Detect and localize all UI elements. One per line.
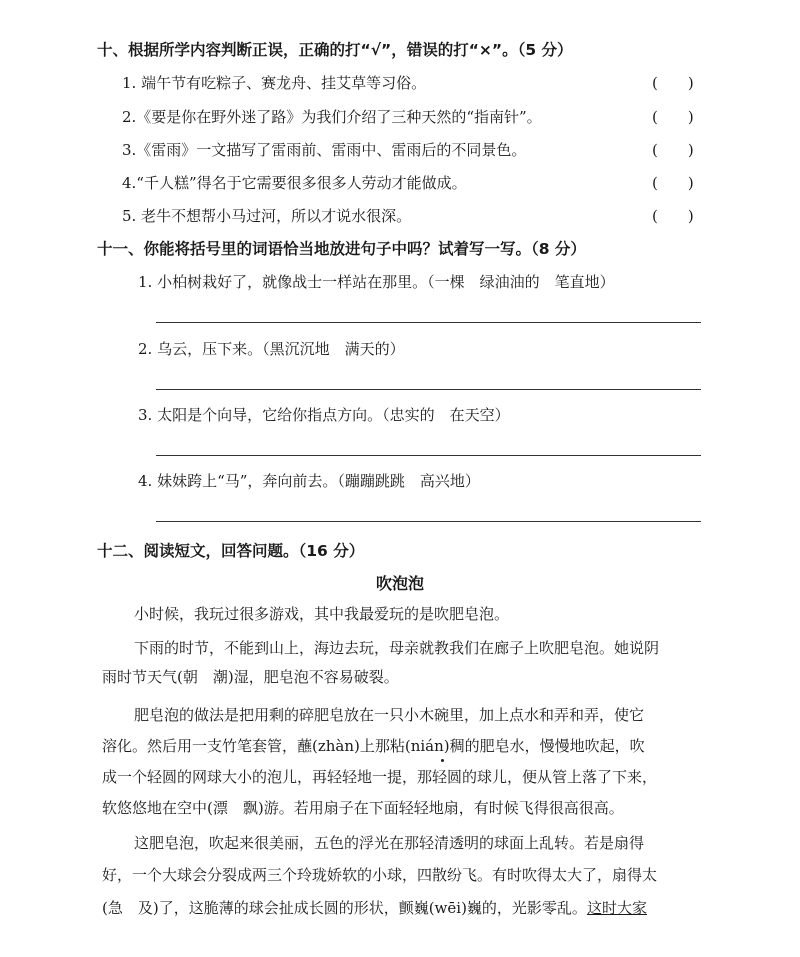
judge-answer-2[interactable]: ( ) — [652, 108, 694, 126]
judge-item-5: 5. 老牛不想帮小马过河，所以才说水很深。 — [122, 207, 412, 225]
passage-line-3: 雨时节天气(朝 潮)湿，肥皂泡不容易破裂。 — [102, 668, 399, 686]
passage-line-10 — [102, 897, 647, 918]
answer-line-4[interactable] — [156, 521, 701, 522]
answer-line-2[interactable] — [156, 389, 701, 390]
judge-item-2: 2.《要是你在野外迷了路》为我们介绍了三种天然的“指南针”。 — [122, 108, 542, 126]
passage-line-6: 成一个轻圆的网球大小的泡儿，再轻轻地一提，那轻圆的球儿，便从管上落了下来， — [102, 768, 658, 786]
emphasis-dot — [441, 759, 444, 762]
passage-line-10-text: (急 及)了，这脆薄的球会扯成长圆的形状，颤巍(wēi)巍的，光影零乱。 — [102, 899, 587, 917]
judge-item-1: 1. 端午节有吃粽子、赛龙舟、挂艾草等习俗。 — [122, 74, 427, 92]
passage-line-5: 溶化。然后用一支竹笔套管，蘸(zhàn)上那粘(nián)稠的肥皂水，慢慢地吹起，吹 — [102, 737, 645, 755]
passage-title: 吹泡泡 — [375, 574, 424, 593]
judge-item-3: 3.《雷雨》一文描写了雷雨前、雷雨中、雷雨后的不同景色。 — [122, 141, 527, 159]
section-10-heading: 十、根据所学内容判断正误，正确的打“√”，错误的打“×”。（5 分） — [97, 41, 573, 59]
underlined-phrase: 这时大家 — [586, 899, 647, 917]
fill-item-4: 4. 妹妹跨上“马”，奔向前去。（蹦蹦跳跳 高兴地） — [138, 472, 480, 490]
fill-item-2: 2. 乌云，压下来。（黑沉沉地 满天的） — [138, 340, 405, 358]
passage-line-4: 肥皂泡的做法是把用剩的碎肥皂放在一只小木碗里，加上点水和弄和弄，使它 — [134, 706, 645, 724]
passage-line-9: 好，一个大球会分裂成两三个玲珑娇软的小球，四散纷飞。有时吹得太大了，扇得太 — [102, 866, 658, 884]
answer-line-3[interactable] — [156, 455, 701, 456]
judge-answer-3[interactable]: ( ) — [652, 141, 694, 159]
fill-item-1: 1. 小柏树栽好了，就像战士一样站在那里。（一棵 绿油油的 笔直地） — [138, 273, 615, 291]
judge-answer-4[interactable]: ( ) — [652, 174, 694, 192]
judge-answer-1[interactable]: ( ) — [652, 74, 694, 92]
answer-line-1[interactable] — [156, 322, 701, 323]
section-11-heading: 十一、你能将括号里的词语恰当地放进句子中吗？试着写一写。（8 分） — [97, 240, 586, 258]
fill-item-3: 3. 太阳是个向导，它给你指点方向。（忠实的 在天空） — [138, 406, 510, 424]
passage-line-2: 下雨的时节，不能到山上，海边去玩，母亲就教我们在廊子上吹肥皂泡。她说阴 — [134, 639, 660, 657]
passage-line-7: 软悠悠地在空中(漂 飘)游。若用扇子在下面轻轻地扇，有时候飞得很高很高。 — [102, 799, 624, 817]
passage-line-8: 这肥皂泡，吹起来很美丽，五色的浮光在那轻清透明的球面上乱转。若是扇得 — [134, 834, 645, 852]
judge-answer-5[interactable]: ( ) — [652, 207, 694, 225]
judge-item-4: 4.“千人糕”得名于它需要很多很多人劳动才能做成。 — [122, 174, 467, 192]
passage-line-1: 小时候，我玩过很多游戏，其中我最爱玩的是吹肥皂泡。 — [134, 605, 510, 623]
section-12-heading: 十二、阅读短文，回答问题。（16 分） — [97, 542, 365, 560]
